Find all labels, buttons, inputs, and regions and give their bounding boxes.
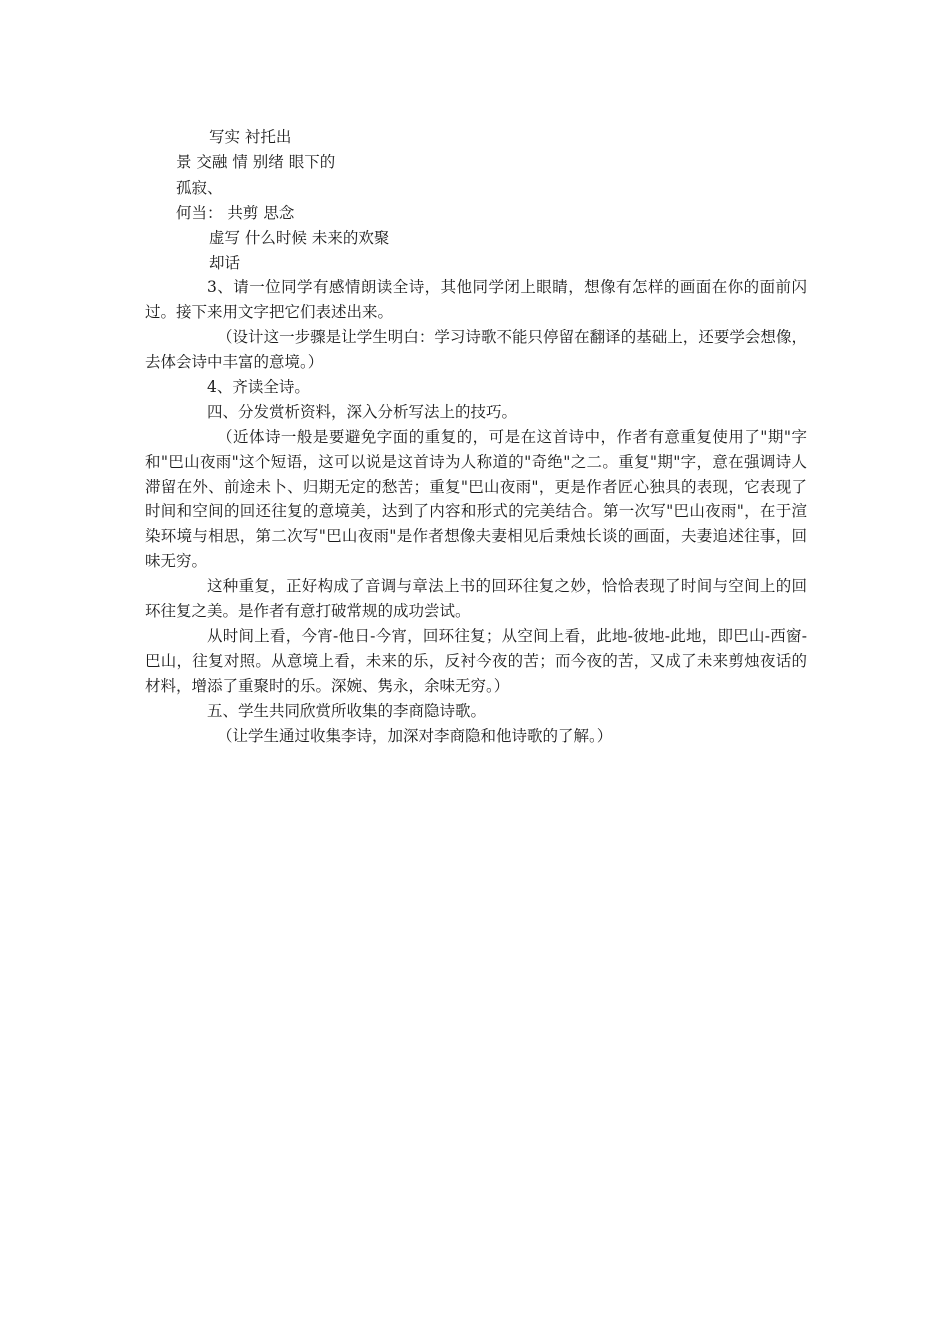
diagram-line-2: 景 交融 情 别绪 眼下的 bbox=[176, 153, 336, 171]
section4-time-space-paragraph: 从时间上看，今宵-他日-今宵，回环往复；从空间上看，此地-彼地-此地，即巴山-西窗-巴山，往复对照。从意境上看，未来的乐，反衬今夜的苦；而今夜的苦，又成了未来剪烛夜话的材料，增添了重聚时的乐。深婉、隽永，余味无穷。） bbox=[145, 627, 807, 695]
diagram-line-4: 何当： 共剪 思念 bbox=[176, 204, 295, 222]
diagram-line-6: 却话 bbox=[209, 254, 241, 272]
section4-analysis-paragraph: （近体诗一般是要避免字面的重复的，可是在这首诗中，作者有意重复使用了"期"字和"巴山夜雨"这个短语，这可以说是这首诗为人称道的"奇绝"之二。重复"期"字，意在强调诗人滞留在外、前途未卜、归期无定的愁苦；重复"巴山夜雨"，更是作者匠心独具的表现，它表现了时间和空间的回还往复的意境美，达到了内容和形式的完美结合。第一次写"巴山夜雨"，在于渲染环境与相思，第二次写"巴山夜雨"是作者想像夫妻相见后秉烛长谈的画面，夫妻追述往事，回味无穷。 bbox=[145, 428, 807, 570]
section4-heading: 四、分发赏析资料，深入分析写法上的技巧。 bbox=[207, 403, 518, 421]
section5-heading: 五、学生共同欣赏所收集的李商隐诗歌。 bbox=[207, 702, 487, 720]
diagram-line-5: 虚写 什么时候 未来的欢聚 bbox=[209, 229, 390, 247]
step3-design-note: （设计这一步骤是让学生明白：学习诗歌不能只停留在翻译的基础上，还要学会想像，去体会诗中丰富的意境。） bbox=[145, 328, 807, 371]
section4-repetition-paragraph: 这种重复，正好构成了音调与章法上书的回环往复之妙，恰恰表现了时间与空间上的回环往复之美。是作者有意打破常规的成功尝试。 bbox=[145, 577, 807, 620]
section5-note: （让学生通过收集李诗，加深对李商隐和他诗歌的了解。） bbox=[217, 727, 613, 745]
step4-paragraph: 4、齐读全诗。 bbox=[207, 378, 310, 396]
diagram-line-3: 孤寂、 bbox=[176, 179, 223, 197]
step3-paragraph: 3、请一位同学有感情朗读全诗，其他同学闭上眼睛，想像有怎样的画面在你的面前闪过。接下来用文字把它们表述出来。 bbox=[145, 278, 807, 321]
diagram-line-1: 写实 衬托出 bbox=[209, 128, 292, 146]
